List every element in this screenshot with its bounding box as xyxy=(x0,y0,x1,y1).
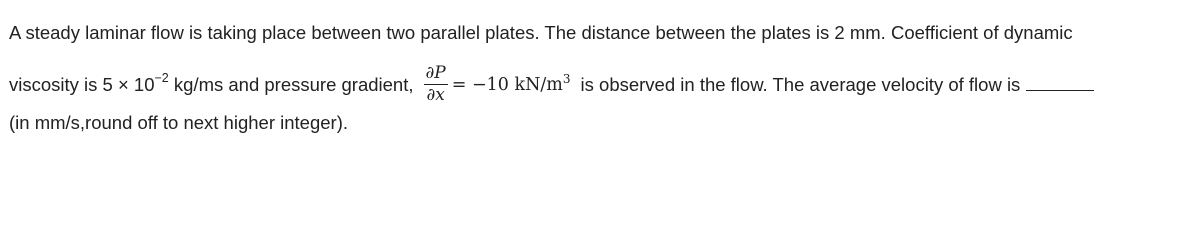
answer-blank xyxy=(1026,75,1094,91)
question-text-line-1: A steady laminar flow is taking place between two parallel plates. The distance between the plates is 2 mm. Coefficient of dynamic xyxy=(9,22,1073,43)
pressure-gradient-label: kg/ms and pressure gradient, xyxy=(168,73,414,95)
question-line-3 xyxy=(9,112,348,134)
question-line-2 xyxy=(9,65,1094,104)
pressure-gradient-value xyxy=(451,71,571,95)
question-text-line-3: (in mm/s,round off to next higher integer). xyxy=(9,112,348,133)
viscosity-text xyxy=(9,71,414,96)
viscosity-exponent: −2 xyxy=(154,71,169,86)
equation-value: = −10 kN/m xyxy=(451,74,563,95)
question-line-1 xyxy=(9,22,1073,44)
fraction-numerator: ∂P xyxy=(425,63,446,83)
viscosity-prefix: viscosity is 5 × 10 xyxy=(9,73,155,95)
equation-exponent: 3 xyxy=(562,71,571,86)
pressure-gradient-fraction xyxy=(424,65,448,104)
question-text-line-2-end: is observed in the flow. The average velocity of flow is xyxy=(580,73,1021,95)
fraction-denominator: ∂x xyxy=(426,85,445,105)
